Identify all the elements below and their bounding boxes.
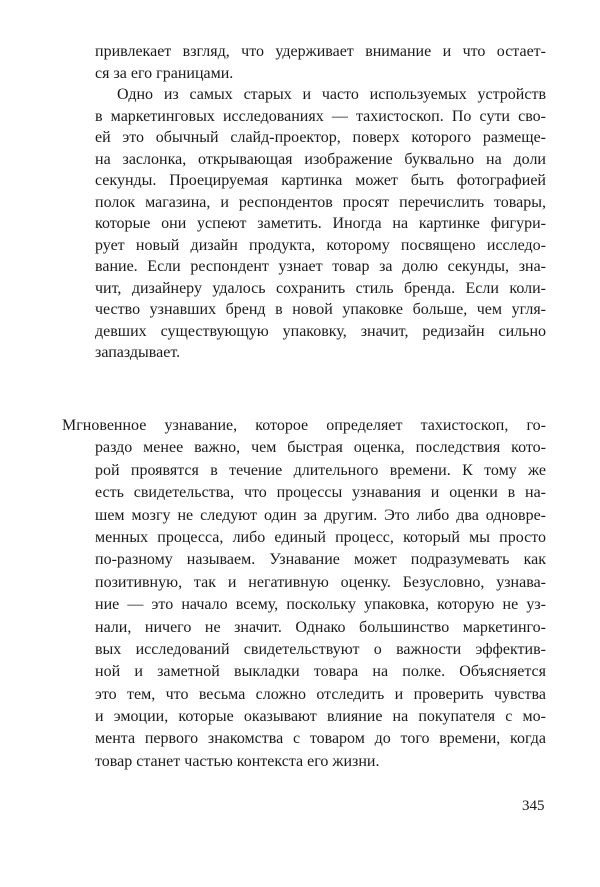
text-line: ной и заметной выкладки товара на полке. Объясняется [95, 663, 546, 681]
text-line: есть свидетельства, что процессы узнавания и оценки в на- [95, 484, 546, 502]
text-line: девших существующую упаковку, значит, редизайн сильно [95, 322, 546, 340]
text-block-recognition [62, 415, 546, 773]
text-line: раздо менее важно, чем быстрая оценка, последствия кото- [95, 439, 546, 457]
text-line: это тем, что весьма сложно отследить и проверить чувства [95, 685, 546, 703]
text-line: вых исследований свидетельствуют о важности эффектив- [95, 640, 546, 658]
text-line: которые они успеют заметить. Иногда на картинке фигури- [95, 215, 546, 232]
text-line: в маркетинговых исследованиях — тахистоскоп. По сути сво- [95, 107, 546, 125]
text-line: позитивную, так и негативную оценку. Безусловно, узнава- [95, 573, 546, 591]
page-number: 345 [522, 798, 545, 814]
text-line: секунды. Проецируемая картинка может быть фотографией [95, 172, 546, 189]
text-line: на заслонка, открывающая изображение буквально на доли [95, 150, 546, 168]
text-line: полок магазина, и респондентов просят перечислить товары, [95, 193, 546, 211]
text-line: нали, ничего не значит. Однако большинство маркетинго- [95, 618, 546, 636]
text-line: и эмоции, которые оказывают влияние на покупателя с мо- [95, 708, 546, 726]
text-line: Мгновенное узнавание, которое определяет тахистоскоп, го- [62, 417, 546, 434]
text-line: ся за его границами. [95, 64, 234, 82]
text-line: шем мозгу не следуют один за другим. Это либо два одновре- [95, 506, 546, 524]
text-line: чество узнавших бренд в новой упаковке больше, чем угля- [95, 301, 546, 318]
text-block-tachistoscope [95, 41, 546, 364]
text-line: привлекает взгляд, что удерживает внимание и что остает- [95, 43, 546, 60]
text-line: менных процесса, либо единый процесс, который мы просто [95, 528, 546, 546]
text-line: ей это обычный слайд-проектор, поверх которого размеще- [95, 129, 546, 146]
text-line: товар станет частью контекста его жизни. [95, 752, 380, 770]
text-line: по-разному называем. Узнавание может подразумевать как [95, 551, 546, 569]
text-line: чит, дизайнеру удалось сохранить стиль бренда. Если коли- [95, 279, 546, 297]
text-line: вание. Если респондент узнает товар за долю секунды, зна- [95, 258, 546, 275]
text-line: рует новый дизайн продукта, которому посвящено исследо- [95, 236, 546, 254]
text-line: рой проявятся в течение длительного времени. К тому же [95, 461, 546, 479]
text-line: запаздывает. [95, 344, 181, 361]
text-line: мента первого знакомства с товаром до того времени, когда [95, 730, 546, 748]
text-line: Одно из самых старых и часто используемых устройств [117, 86, 546, 103]
text-line: ние — это начало всему, поскольку упаковка, которую не уз- [95, 596, 546, 614]
